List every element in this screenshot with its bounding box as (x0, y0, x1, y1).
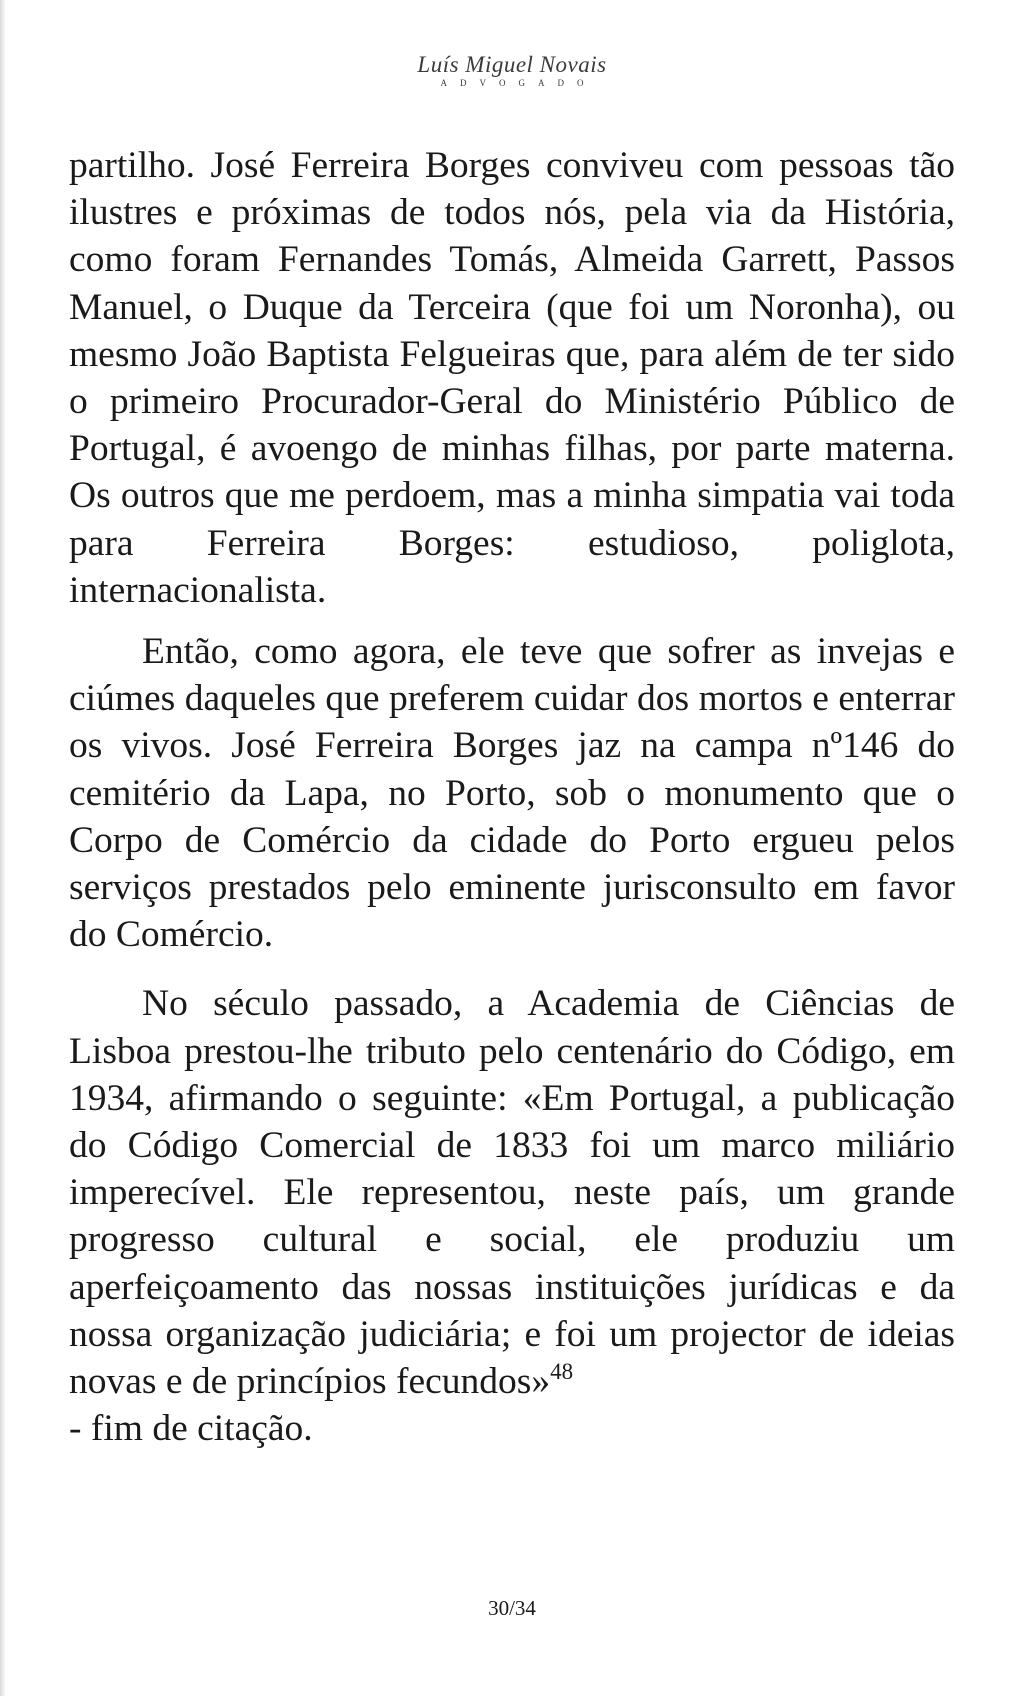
paragraph-3 (69, 980, 955, 1452)
page-number: 30/34 (488, 1596, 536, 1620)
paragraph-2: Então, como agora, ele teve que sofrer as invejas e ciúmes daqueles que preferem cuidar dos mortos e enterrar os vivos. José Ferreira Borges jaz na campa nº146 do cemitério da Lapa, no Porto, sob o monumento que o Corpo de Comércio da cidade do Porto ergueu pelos serviços prestados pelo eminente jurisconsulto em favor do Comércio. (69, 631, 955, 956)
footnote-ref: 48 (550, 1359, 574, 1385)
paragraph-3-text: No século passado, a Academia de Ciências de Lisboa prestou-lhe tributo pelo centenário do Código, em 1934, afirmando o seguinte: «Em Portugal, a publicação do Código Comercial de 1833 foi um marco miliário imperecível. Ele representou, neste país, um grande progresso cultural e social, ele produziu um aperfeiçoamento das nossas instituições jurídicas e da nossa organização judiciária; e foi um projector de ideias novas e de princípios fecundos» (69, 983, 955, 1403)
page-edge (0, 0, 6, 1696)
letterhead (0, 52, 1024, 88)
body-text (69, 142, 955, 1452)
author-name: Luís Miguel Novais (417, 52, 607, 77)
paragraph-1: partilho. José Ferreira Borges conviveu com pessoas tão ilustres e próximas de todos nós, pela via da História, como foram Fernandes Tomás, Almeida Garrett, Passos Manuel, o Duque da Terceira (que foi um Noronha), ou mesmo João Baptista Felgueiras que, para além de ter sido o primeiro Procurador-Geral do Ministério Público de Portugal, é avoengo de minhas filhas, por parte materna. Os outros que me perdoem, mas a minha simpatia vai toda para Ferreira Borges: estudioso, poliglota, internacionalista. (69, 145, 955, 611)
author-role: ADVOGADO (440, 78, 597, 88)
citation-end: - fim de citação. (69, 1408, 313, 1450)
